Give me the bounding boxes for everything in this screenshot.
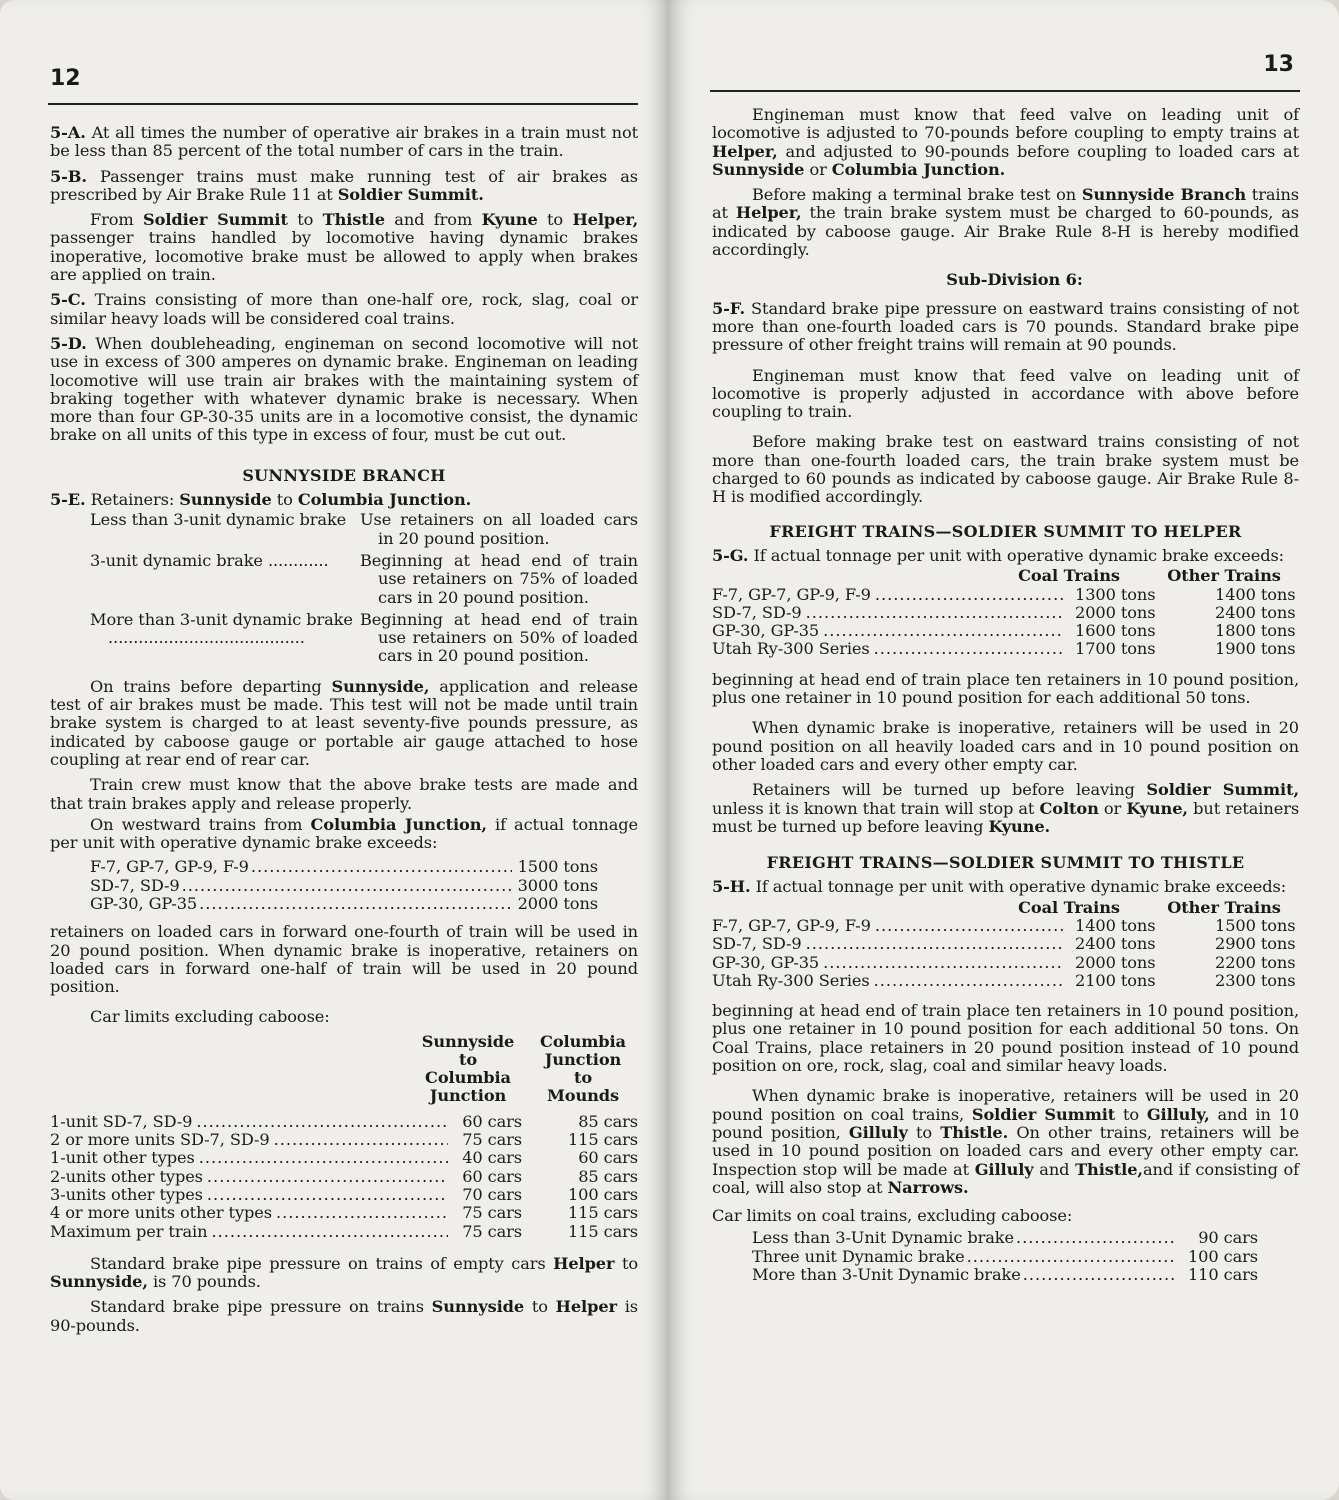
retainer-rule: Beginning at head end of train use retainers on 50% of loaded cars in 20 pound position. [360, 609, 638, 666]
tonnage-row: F-7, GP-7, GP-9, F-9 ..... 1400 tons 1500 tons [712, 917, 1299, 935]
coal-limits-intro: Car limits on coal trains, excluding caboose: [712, 1206, 1073, 1226]
paragraph-helper-retainers: beginning at head end of train place ten retainers in 10 pound position, plus one retainer in 10 pound position for each additional 50 tons. [712, 669, 1299, 708]
retainers-table [90, 511, 638, 669]
paragraph-helper-inoperative: When dynamic brake is inoperative, retainers will be used in 20 pound position on all heavily loaded cars and in 10 pound position on other loaded cars and every other empty car. [712, 718, 1299, 774]
retainer-rule: Beginning at head end of train use retainers on 75% of loaded cars in 20 pound position. [360, 550, 638, 607]
coal-limit-row: More than 3-Unit Dynamic brake ..... 110 cars [752, 1266, 1258, 1284]
tonnage-row: SD-7, SD-9 ..... 2000 tons 2400 tons [712, 604, 1299, 622]
rule-5h: 5-H. If actual tonnage per unit with operative dynamic brake exceeds: [712, 877, 1287, 897]
car-limit-row: 2 or more units SD-7, SD-9 ..... 75 cars 115 cars [50, 1131, 638, 1149]
tonnage-row: GP-30, GP-35 ..... 2000 tons 2200 tons [712, 954, 1299, 972]
paragraph-feed-valve: Engineman must know that feed valve on leading unit of locomotive is adjusted to 70-pounds before coupling to empty trains at Helper, and adjusted to 90-pounds before coupling to loaded cars at Sunnyside or Columbia Junction. [712, 105, 1299, 179]
paragraph-thistle-inoperative: When dynamic brake is inoperative, retainers will be used in 20 pound position on coal trains, Soldier Summit to Gilluly, and in 10 pound position, Gilluly to Thistle. On other trains, retainers will be used in 10 pound position on loaded cars and every other empty car. Inspection stop will be made at Gilluly and Thistle,and if consisting of coal, will also stop at Narrows. [712, 1086, 1300, 1197]
paragraph-std-pressure-empty: Standard brake pipe pressure on trains of empty cars Helper to Sunnyside, is 70 pounds. [50, 1253, 639, 1292]
tonnage-header: Coal Trains Other Trains [1018, 566, 1281, 586]
left-header-rule [48, 103, 638, 105]
helper-tonnage-table [712, 567, 1299, 658]
car-limit-row: 2-units other types ..... 60 cars 85 cars [50, 1168, 638, 1186]
retainer-condition: Less than 3-unit dynamic brake [90, 510, 347, 530]
car-limits-header [50, 1033, 638, 1105]
car-limit-row: Maximum per train ..... 75 cars 115 cars [50, 1223, 638, 1241]
rule-5g: 5-G. If actual tonnage per unit with operative dynamic brake exceeds: [712, 545, 1285, 565]
rule-5c: 5-C. Trains consisting of more than one-half ore, rock, slag, coal or similar heavy loads will be considered coal trains. [50, 290, 638, 328]
coal-car-limits [752, 1229, 1258, 1284]
tonnage-row: SD-7, SD-9 ..... 2400 tons 2900 tons [712, 935, 1299, 953]
westward-tonnage-list [90, 858, 598, 913]
subdivision-heading: Sub-Division 6: [946, 270, 1083, 290]
paragraph-westward-trains: On westward trains from Columbia Junction, if actual tonnage per unit with operative dynamic brake exceeds: [50, 814, 638, 853]
paragraph-from-soldier-summit: From Soldier Summit to Thistle and from Kyune to Helper, passenger trains handled by locomotive having dynamic brakes inoperative, locomotive brake must be allowed to apply when brakes are applied on train. [50, 210, 639, 285]
car-limit-row: 3-units other types ..... 70 cars 100 cars [50, 1186, 638, 1204]
right-header-rule [710, 90, 1300, 92]
tonnage-row: SD-7, SD-9 ..... 3000 tons [90, 877, 598, 895]
car-limit-row: 1-unit other types ..... 40 cars 60 cars [50, 1149, 638, 1167]
right-page-number: 13 [1263, 52, 1294, 77]
freight-helper-heading: FREIGHT TRAINS—SOLDIER SUMMIT TO HELPER [769, 521, 1242, 541]
rule-5e: 5-E. Retainers: Sunnyside to Columbia Junction. [50, 490, 472, 510]
retainer-condition: More than 3-unit dynamic brake ....................................... [90, 609, 353, 648]
paragraph-turn-up-retainers: Retainers will be turned up before leaving Soldier Summit, unless it is known that train will stop at Colton or Kyune, but retainers must be turned up before leaving Kyune. [712, 780, 1300, 836]
left-page-number: 12 [50, 66, 81, 91]
col-columbia-mounds: Columbia Junction to Mounds [540, 1031, 626, 1105]
tonnage-row: Utah Ry-300 Series ..... 1700 tons 1900 tons [712, 640, 1299, 658]
rule-5a: 5-A. At all times the number of operative air brakes in a train must not be less than 85 percent of the total number of cars in the train. [50, 123, 638, 161]
car-limits-table [50, 1033, 638, 1241]
right-page [668, 0, 1339, 1500]
paragraph-retainers-forward: retainers on loaded cars in forward one-fourth of train will be used in 20 pound position. When dynamic brake is inoperative, retainers on loaded cars in forward one-half of train will be used in 20 pound position. [50, 922, 638, 997]
rule-5b: 5-B. Passenger trains must make running test of air brakes as prescribed by Air Brake Rule 11 at Soldier Summit. [50, 166, 638, 204]
paragraph-brake-tests: On trains before departing Sunnyside, application and release test of air brakes must be made. This test will not be made until train brake system is charged to at least seventy-five pounds pressure, as indicated by caboose gauge or portable air gauge attached to hose coupling at rear end of rear car. [50, 676, 638, 769]
col-sunnyside-columbia: Sunnyside to Columbia Junction [421, 1031, 515, 1105]
car-limit-row: 4 or more units other types ..... 75 cars 115 cars [50, 1204, 638, 1222]
tonnage-row: Utah Ry-300 Series ..... 2100 tons 2300 tons [712, 972, 1299, 990]
left-page [0, 0, 668, 1500]
freight-thistle-heading: FREIGHT TRAINS—SOLDIER SUMMIT TO THISTLE [766, 853, 1245, 873]
tonnage-row: F-7, GP-7, GP-9, F-9 ..... 1300 tons 1400 tons [712, 586, 1299, 604]
left-page-content [50, 124, 638, 1342]
paragraph-feed-valve-2: Engineman must know that feed valve on leading unit of locomotive is properly adjusted in accordance with above before coupling to train. [712, 365, 1299, 422]
coal-limit-row: Three unit Dynamic brake ..... 100 cars [752, 1248, 1258, 1266]
paragraph-eastward-test: Before making brake test on eastward trains consisting of not more than one-fourth loaded cars, the train brake system must be charged to 60 pounds as indicated by caboose gauge. Air Brake Rule 8-H is modified accordingly. [712, 432, 1299, 507]
right-page-content [712, 106, 1299, 1284]
tonnage-row: GP-30, GP-35 ..... 1600 tons 1800 tons [712, 622, 1299, 640]
tonnage-row: GP-30, GP-35 ..... 2000 tons [90, 895, 598, 913]
tonnage-header: Coal Trains Other Trains [1018, 897, 1281, 917]
retainer-rule: Use retainers on all loaded cars in 20 pound position. [360, 510, 638, 548]
coal-limit-row: Less than 3-Unit Dynamic brake ..... 90 cars [752, 1229, 1258, 1247]
paragraph-thistle-retainers: beginning at head end of train place ten retainers in 10 pound position, plus one retainer in 10 pound position for each additional 50 tons. On Coal Trains, place retainers in 20 pound position instead of 10 pound position on ore, rock, slag, coal and similar heavy loads. [712, 1001, 1299, 1076]
paragraph-terminal-test: Before making a terminal brake test on Sunnyside Branch trains at Helper, the train brake system must be charged to 60-pounds, as indicated by caboose gauge. Air Brake Rule 8-H is hereby modified accordingly. [712, 185, 1300, 260]
sunnyside-branch-heading: SUNNYSIDE BRANCH [242, 465, 446, 485]
car-limit-row: 1-unit SD-7, SD-9 ..... 60 cars 85 cars [50, 1113, 638, 1131]
rule-5f: 5-F. Standard brake pipe pressure on eastward trains consisting of not more than one-fourth loaded cars is 70 pounds. Standard brake pipe pressure of other freight trains will remain at 90 pounds. [712, 298, 1299, 355]
paragraph-std-pressure-loaded: Standard brake pipe pressure on trains Sunnyside to Helper is 90-pounds. [50, 1297, 639, 1335]
retainer-condition: 3-unit dynamic brake ............ [90, 550, 329, 570]
thistle-tonnage-table [712, 899, 1299, 990]
car-limits-intro: Car limits excluding caboose: [90, 1007, 330, 1027]
rule-5d: 5-D. When doubleheading, engineman on second locomotive will not use in excess of 300 amperes on dynamic brake. Engineman on leading locomotive will use train air brakes with the maintaining system of braking together with whatever dynamic brake is necessary. When more than four GP-30-35 units are in a locomotive consist, the dynamic brake on all units of this type in excess of four, must be cut out. [50, 333, 638, 445]
tonnage-row: F-7, GP-7, GP-9, F-9 ..... 1500 tons [90, 858, 598, 876]
paragraph-train-crew: Train crew must know that the above brake tests are made and that train brakes apply and release properly. [50, 775, 638, 813]
